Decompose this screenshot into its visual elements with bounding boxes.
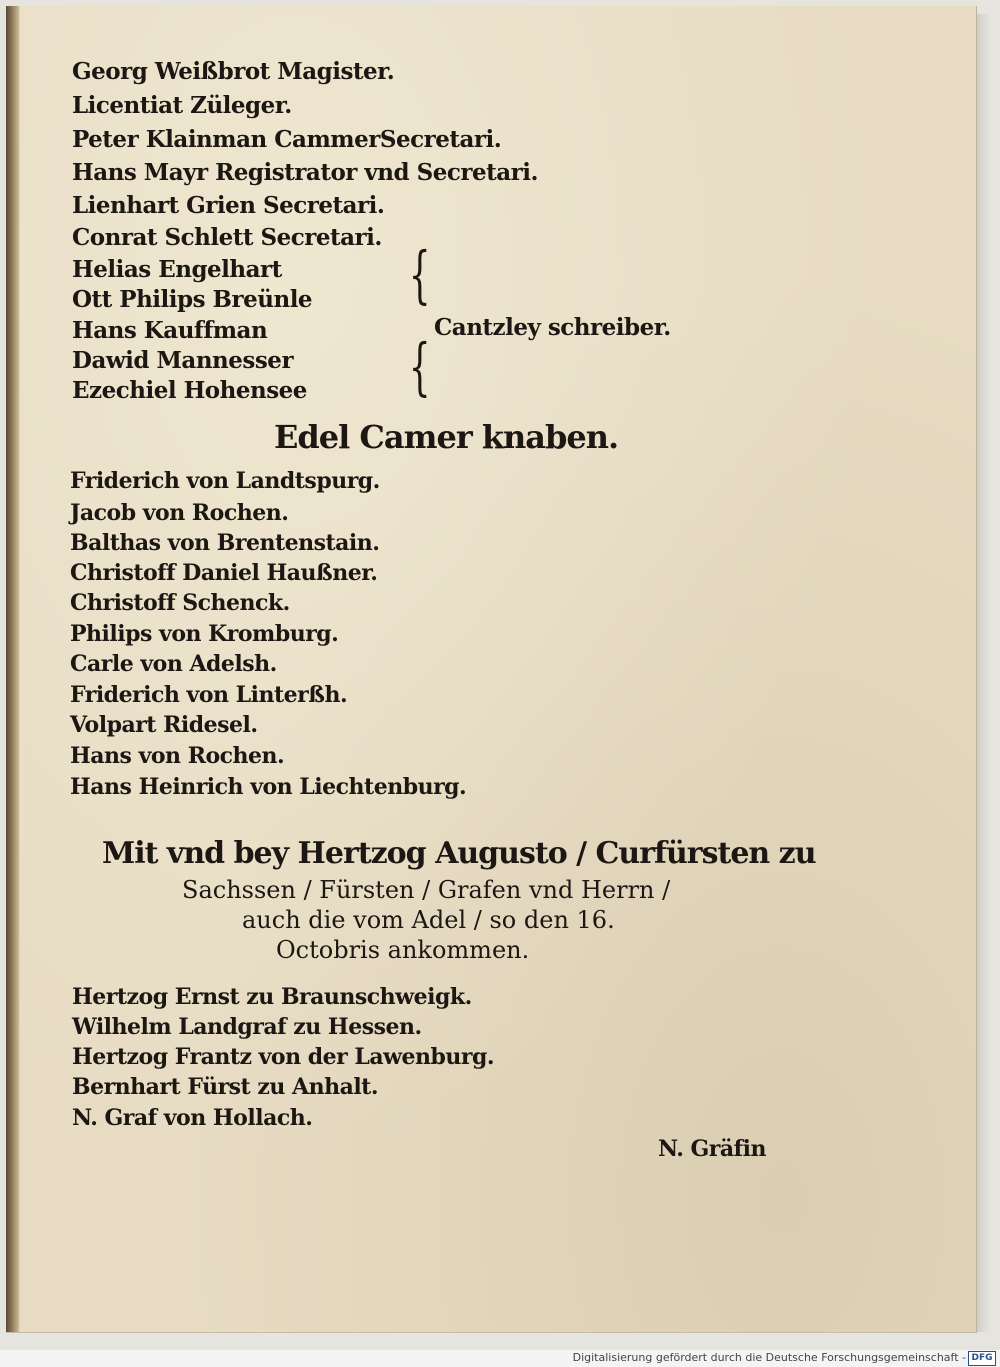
chamber-boy-2: Jacob von Rochen.	[70, 500, 289, 526]
chamber-boy-8: Friderich von Linterßh.	[70, 682, 348, 708]
chamber-boy-5: Christoff Schenck.	[70, 590, 290, 616]
chamber-boy-10: Hans von Rochen.	[70, 743, 285, 769]
book-page	[6, 6, 977, 1333]
prince-1: Hertzog Ernst zu Braunschweigk.	[72, 984, 472, 1010]
arrival-heading-line-2: Sachssen / Fürsten / Grafen vnd Herrn /	[182, 876, 671, 904]
prince-5: N. Graf von Hollach.	[72, 1105, 313, 1131]
catchword: N. Gräfin	[658, 1136, 766, 1162]
arrival-heading-line-3: auch die vom Adel / so den 16.	[242, 906, 615, 934]
name-line-4: Hans Mayr Registrator vnd Secretari.	[72, 159, 538, 186]
name-line-7: Helias Engelhart	[72, 256, 282, 283]
name-line-5: Lienhart Grien Secretari.	[72, 192, 385, 219]
chamber-boy-3: Balthas von Brentenstain.	[70, 530, 380, 556]
name-line-2: Licentiat Züleger.	[72, 92, 292, 119]
footer-credit: Digitalisierung gefördert durch die Deutsche Forschungsgemeinschaft -	[572, 1351, 966, 1364]
arrival-heading-line-1: Mit vnd bey Hertzog Augusto / Curfürsten zu	[102, 836, 816, 871]
chamber-boy-11: Hans Heinrich von Liechtenburg.	[70, 774, 467, 800]
section-heading: Edel Camer knaben.	[274, 418, 619, 456]
book-spine-edge	[6, 6, 20, 1332]
name-line-3: Peter Klainman CammerSecretari.	[72, 126, 502, 153]
name-line-8: Ott Philips Breünle	[72, 286, 313, 313]
name-line-6: Conrat Schlett Secretari.	[72, 224, 382, 251]
chamber-boy-7: Carle von Adelsh.	[70, 651, 277, 677]
arrival-heading-line-4: Octobris ankommen.	[276, 936, 530, 964]
chamber-boy-9: Volpart Ridesel.	[70, 712, 258, 738]
dfg-logo: DFG	[968, 1351, 996, 1366]
name-line-9: Hans Kauffman	[72, 317, 268, 344]
brace-top: {	[408, 238, 431, 311]
chamber-boy-1: Friderich von Landtspurg.	[70, 468, 380, 494]
prince-4: Bernhart Fürst zu Anhalt.	[72, 1074, 379, 1100]
name-line-1: Georg Weißbrot Magister.	[72, 58, 395, 85]
chamber-boy-4: Christoff Daniel Haußner.	[70, 560, 378, 586]
name-line-10: Dawid Mannesser	[72, 347, 294, 374]
brace-bottom: {	[408, 330, 431, 403]
group-label: Cantzley schreiber.	[434, 314, 671, 341]
prince-2: Wilhelm Landgraf zu Hessen.	[72, 1014, 422, 1040]
chamber-boy-6: Philips von Kromburg.	[70, 621, 339, 647]
name-line-11: Ezechiel Hohensee	[72, 377, 307, 404]
prince-3: Hertzog Frantz von der Lawenburg.	[72, 1044, 495, 1070]
